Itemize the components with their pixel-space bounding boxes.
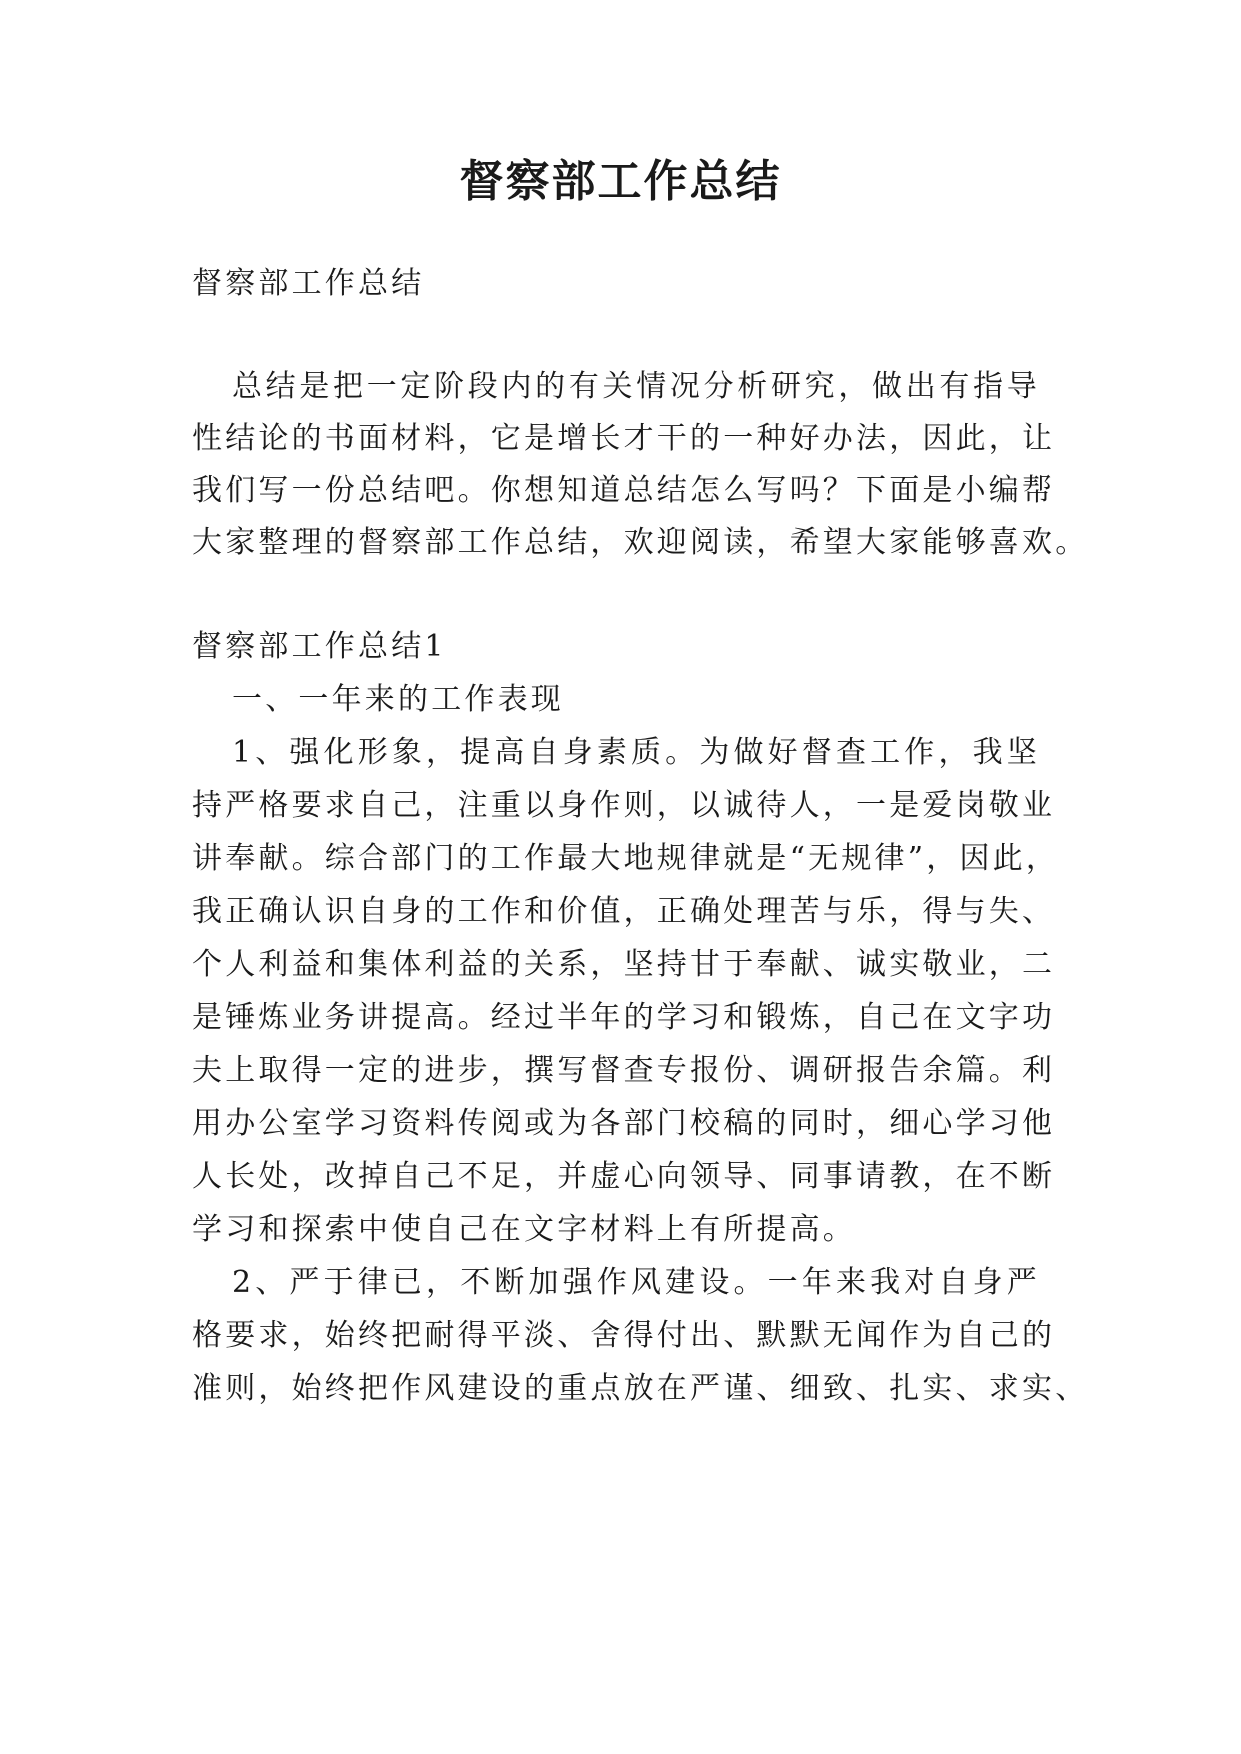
document-title: 督察部工作总结: [459, 156, 782, 207]
intro-line: 我们写一份总结吧。你想知道总结怎么写吗？下面是小编帮: [192, 473, 1056, 508]
para-2-line: 2、严于律已，不断加强作风建设。一年来我对自身严: [232, 1265, 1040, 1300]
para-2-line: 格要求，始终把耐得平淡、舍得付出、默默无闻作为自己的: [192, 1318, 1056, 1353]
para-1-line: 学习和探索中使自己在文字材料上有所提高。: [192, 1212, 856, 1247]
para-1-line: 我正确认识自身的工作和价值，正确处理苦与乐，得与失、: [192, 894, 1056, 929]
document-subtitle: 督察部工作总结: [192, 266, 425, 301]
para-1-line: 持严格要求自己，注重以身作则，以诚待人，一是爱岗敬业: [192, 788, 1056, 823]
intro-line: 总结是把一定阶段内的有关情况分析研究，做出有指导: [232, 369, 1040, 404]
para-1-line: 用办公室学习资料传阅或为各部门校稿的同时，细心学习他: [192, 1106, 1056, 1141]
para-2-line: 准则，始终把作风建设的重点放在严谨、细致、扎实、求实、: [192, 1371, 1089, 1406]
para-1-line: 人长处，改掉自己不足，并虚心向领导、同事请教，在不断: [192, 1159, 1056, 1194]
para-1-line: 是锤炼业务讲提高。经过半年的学习和锻炼，自己在文字功: [192, 1000, 1056, 1035]
intro-line: 大家整理的督察部工作总结，欢迎阅读，希望大家能够喜欢。: [192, 525, 1089, 560]
para-1-line: 讲奉献。综合部门的工作最大地规律就是“无规律”，因此，: [192, 841, 1060, 876]
para-1-line: 1、强化形象，提高自身素质。为做好督查工作，我坚: [232, 735, 1040, 770]
para-1-line: 个人利益和集体利益的关系，坚持甘于奉献、诚实敬业，二: [192, 947, 1056, 982]
intro-line: 性结论的书面材料，它是增长才干的一种好办法，因此，让: [192, 421, 1056, 456]
section-heading: 一、一年来的工作表现: [232, 682, 564, 717]
section-title: 督察部工作总结1: [192, 629, 447, 664]
para-1-line: 夫上取得一定的进步，撰写督查专报份、调研报告余篇。利: [192, 1053, 1056, 1088]
